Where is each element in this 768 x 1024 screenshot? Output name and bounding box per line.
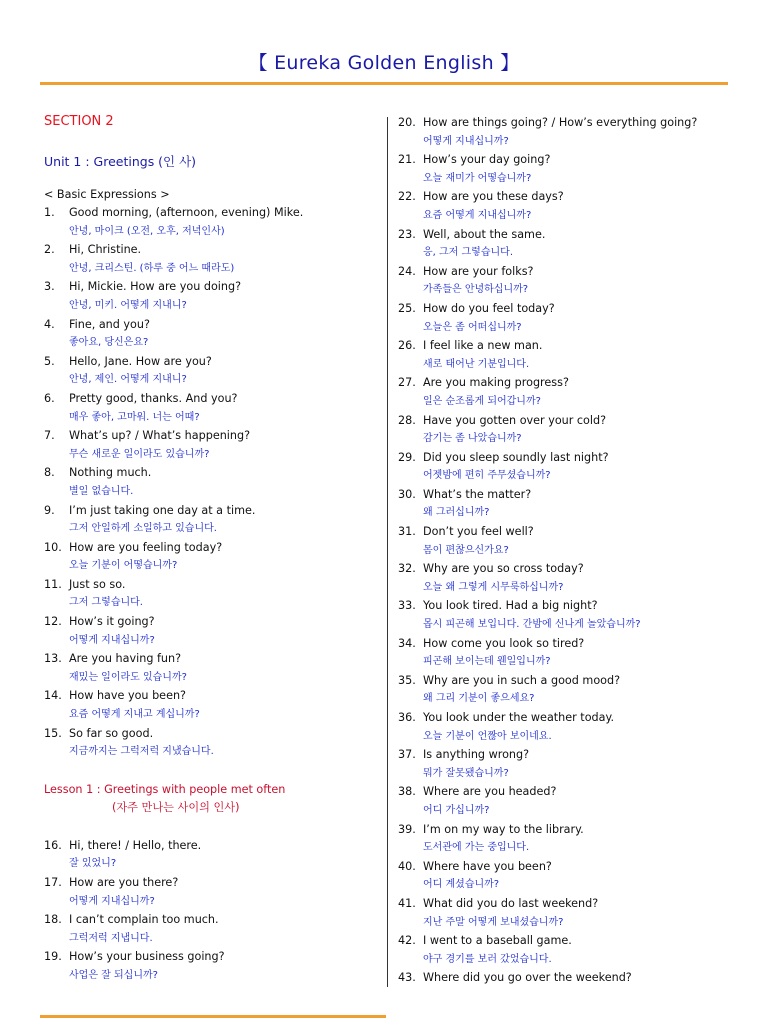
- english-phrase: [44, 948, 379, 967]
- english-phrase: [44, 353, 379, 372]
- column-divider: [387, 117, 388, 987]
- item-number: 5.: [44, 354, 55, 368]
- english-text: Just so so.: [69, 577, 126, 591]
- english-phrase: [398, 226, 748, 245]
- english-text: Hi, there! / Hello, there.: [69, 838, 202, 852]
- korean-translation: 몹시 피곤해 보입니다. 간밤에 신나게 놀았습니까?: [423, 619, 641, 631]
- english-text: How are you feeling today?: [69, 540, 223, 554]
- expression-item: [44, 948, 379, 985]
- expression-item: [44, 911, 379, 948]
- korean-translation: 왜 그러십니까?: [423, 507, 490, 519]
- english-phrase: [44, 502, 379, 521]
- expression-item: [398, 635, 748, 672]
- english-phrase: [398, 746, 748, 765]
- english-text: I went to a baseball game.: [423, 934, 572, 948]
- korean-translation: 잘 있었니?: [69, 858, 117, 870]
- lesson-expression-list: [44, 837, 379, 986]
- english-phrase: [44, 650, 379, 669]
- expression-item: [398, 523, 748, 560]
- item-number: 37.: [398, 748, 416, 762]
- expression-item: [398, 895, 748, 932]
- item-number: 13.: [44, 652, 62, 666]
- expression-item: [398, 672, 748, 709]
- korean-translation: 안녕, 마이크 (오전, 오후, 저녁인사): [69, 225, 225, 237]
- english-text: So far so good.: [69, 726, 154, 740]
- english-phrase: [398, 858, 748, 877]
- item-number: 16.: [44, 838, 62, 852]
- korean-translation: 그저 안일하게 소일하고 있습니다.: [69, 523, 217, 535]
- item-number: 8.: [44, 466, 55, 480]
- english-phrase: [44, 241, 379, 260]
- expression-item: [398, 151, 748, 188]
- english-text: How are you these days?: [423, 190, 564, 204]
- expression-item: [44, 241, 379, 278]
- expression-item: [44, 464, 379, 501]
- item-number: 6.: [44, 391, 55, 405]
- english-phrase: [44, 837, 379, 856]
- document-title: 【 Eureka Golden English 】: [248, 52, 520, 74]
- expression-item: [398, 783, 748, 820]
- expression-item: [44, 576, 379, 613]
- basic-expressions-heading: < Basic Expressions >: [44, 188, 170, 201]
- english-text: How are your folks?: [423, 264, 534, 278]
- right-column: [398, 114, 748, 988]
- english-phrase: [398, 672, 748, 691]
- english-phrase: [44, 576, 379, 595]
- english-text: Hi, Mickie. How are you doing?: [69, 280, 242, 294]
- english-phrase: [398, 263, 748, 282]
- item-number: 2.: [44, 243, 55, 257]
- item-number: 3.: [44, 280, 55, 294]
- english-text: Are you having fun?: [69, 652, 182, 666]
- english-text: Where did you go over the weekend?: [423, 971, 632, 985]
- english-phrase: [398, 486, 748, 505]
- english-phrase: [398, 635, 748, 654]
- english-phrase: [398, 597, 748, 616]
- english-text: I’m on my way to the library.: [423, 822, 584, 836]
- english-text: Don’t you feel well?: [423, 525, 534, 539]
- item-number: 43.: [398, 971, 416, 985]
- item-number: 12.: [44, 615, 62, 629]
- item-number: 9.: [44, 503, 55, 517]
- expression-item: [44, 204, 379, 241]
- korean-translation: 오늘 기분이 어떻습니까?: [69, 560, 178, 572]
- english-text: How have you been?: [69, 689, 186, 703]
- expression-item: [398, 412, 748, 449]
- korean-translation: 오늘 재미가 어떻습니까?: [423, 172, 532, 184]
- korean-translation: 어디 가십니까?: [423, 804, 490, 816]
- item-number: 23.: [398, 227, 416, 241]
- english-phrase: [398, 114, 748, 133]
- korean-translation: 어젯밤에 편히 주무셨습니까?: [423, 470, 551, 482]
- lesson-heading: Lesson 1 : Greetings with people met often: [44, 782, 286, 796]
- item-number: 21.: [398, 153, 416, 167]
- expression-item: [398, 114, 748, 151]
- expression-item: [398, 746, 748, 783]
- expression-item: [398, 300, 748, 337]
- korean-translation: 무슨 새로운 일이라도 있습니까?: [69, 448, 210, 460]
- expression-item: [44, 613, 379, 650]
- item-number: 4.: [44, 317, 55, 331]
- english-phrase: [398, 969, 748, 988]
- expression-item: [398, 821, 748, 858]
- expression-item: [398, 486, 748, 523]
- expression-item: [44, 353, 379, 390]
- item-number: 40.: [398, 859, 416, 873]
- expression-item: [44, 278, 379, 315]
- item-number: 39.: [398, 822, 416, 836]
- item-number: 32.: [398, 562, 416, 576]
- item-number: 19.: [44, 950, 62, 964]
- item-number: 25.: [398, 301, 416, 315]
- korean-translation: 어떻게 지내십니까?: [69, 895, 155, 907]
- korean-translation: 몸이 편찮으신가요?: [423, 544, 509, 556]
- expression-item: [398, 932, 748, 969]
- english-text: Why are you so cross today?: [423, 562, 584, 576]
- english-text: How are things going? / How’s everything going?: [423, 116, 698, 129]
- item-number: 18.: [44, 913, 62, 927]
- english-phrase: [44, 911, 379, 930]
- expression-item: [44, 725, 379, 762]
- english-text: I’m just taking one day at a time.: [69, 503, 256, 517]
- english-text: I feel like a new man.: [423, 339, 543, 353]
- item-number: 28.: [398, 413, 416, 427]
- korean-translation: 안녕, 미키. 어떻게 지내니?: [69, 299, 187, 311]
- unit-heading: Unit 1 : Greetings (인 사): [44, 154, 197, 169]
- korean-translation: 새로 태어난 기분입니다.: [423, 358, 530, 370]
- item-number: 24.: [398, 264, 416, 278]
- expression-item: [44, 874, 379, 911]
- item-number: 20.: [398, 116, 416, 129]
- english-text: Is anything wrong?: [423, 748, 530, 762]
- english-phrase: [398, 709, 748, 728]
- korean-translation: 도서관에 가는 중입니다.: [423, 842, 530, 854]
- expression-item: [44, 687, 379, 724]
- english-text: What’s the matter?: [423, 487, 532, 501]
- korean-translation: 가족들은 안녕하십니까?: [423, 284, 529, 296]
- item-number: 35.: [398, 673, 416, 687]
- korean-translation: 매우 좋아, 고마워. 너는 어때?: [69, 411, 200, 423]
- english-text: Have you gotten over your cold?: [423, 413, 607, 427]
- expression-item: [398, 337, 748, 374]
- english-text: Are you making progress?: [423, 376, 569, 390]
- korean-translation: 야구 경기를 보러 갔었습니다.: [423, 953, 552, 965]
- item-number: 10.: [44, 540, 62, 554]
- english-text: Where are you headed?: [423, 785, 557, 799]
- english-phrase: [44, 427, 379, 446]
- english-phrase: [398, 337, 748, 356]
- english-phrase: [44, 725, 379, 744]
- english-phrase: [44, 390, 379, 409]
- item-number: 36.: [398, 711, 416, 724]
- english-text: How do you feel today?: [423, 301, 555, 315]
- english-phrase: [398, 821, 748, 840]
- top-divider-line: [40, 82, 728, 85]
- english-text: Where have you been?: [423, 859, 552, 873]
- english-phrase: [44, 316, 379, 335]
- expression-item: [398, 969, 748, 988]
- korean-translation: 별일 없습니다.: [69, 485, 134, 497]
- item-number: 22.: [398, 190, 416, 204]
- english-text: Hello, Jane. How are you?: [69, 354, 212, 368]
- korean-translation: 오늘 왜 그렇게 시무룩하십니까?: [423, 581, 564, 593]
- english-text: You look tired. Had a big night?: [423, 599, 598, 613]
- item-number: 42.: [398, 934, 416, 948]
- korean-translation: 요즘 어떻게 지내고 계십니까?: [69, 709, 200, 721]
- item-number: 15.: [44, 726, 62, 740]
- expression-item: [398, 597, 748, 634]
- expression-item: [44, 316, 379, 353]
- english-phrase: [398, 412, 748, 431]
- korean-translation: 피곤해 보이는데 웬일입니까?: [423, 656, 551, 668]
- english-text: Well, about the same.: [423, 227, 546, 241]
- item-number: 30.: [398, 487, 416, 501]
- item-number: 34.: [398, 636, 416, 650]
- expression-item: [398, 188, 748, 225]
- korean-translation: 왜 그리 기분이 좋으세요?: [423, 693, 535, 705]
- expression-item: [44, 427, 379, 464]
- english-phrase: [44, 613, 379, 632]
- item-number: 31.: [398, 525, 416, 539]
- item-number: 17.: [44, 876, 62, 889]
- korean-translation: 지금까지는 그럭저럭 지냈습니다.: [69, 746, 214, 758]
- continued-expression-list: [398, 114, 748, 988]
- item-number: 41.: [398, 896, 416, 910]
- english-text: How are you there?: [69, 876, 179, 889]
- expression-item: [398, 374, 748, 411]
- english-phrase: [398, 560, 748, 579]
- english-phrase: [398, 151, 748, 170]
- korean-translation: 안녕, 제인. 어떻게 지내니?: [69, 374, 187, 386]
- item-number: 29.: [398, 450, 416, 464]
- item-number: 7.: [44, 429, 55, 443]
- english-text: What’s up? / What’s happening?: [69, 429, 251, 443]
- english-phrase: [44, 539, 379, 558]
- item-number: 33.: [398, 599, 416, 613]
- english-text: How’s your day going?: [423, 153, 551, 167]
- korean-translation: 오늘 기분이 언짢아 보이네요.: [423, 730, 552, 742]
- english-phrase: [44, 874, 379, 893]
- expression-item: [398, 226, 748, 263]
- korean-translation: 감기는 좀 나았습니까?: [423, 433, 522, 445]
- korean-translation: 그저 그렇습니다.: [69, 597, 143, 609]
- expression-item: [398, 263, 748, 300]
- english-phrase: [44, 278, 379, 297]
- korean-translation: 일은 순조롭게 되어갑니까?: [423, 395, 541, 407]
- korean-translation: 재밌는 일이라도 있습니까?: [69, 671, 187, 683]
- korean-translation: 안녕, 크리스틴. (하루 중 어느 때라도): [69, 262, 235, 274]
- english-phrase: [398, 783, 748, 802]
- english-text: Fine, and you?: [69, 317, 150, 331]
- korean-translation: 어떻게 지내십니까?: [69, 634, 155, 646]
- item-number: 38.: [398, 785, 416, 799]
- english-text: Nothing much.: [69, 466, 152, 480]
- english-text: Why are you in such a good mood?: [423, 673, 621, 687]
- english-phrase: [398, 932, 748, 951]
- english-text: How’s your business going?: [69, 950, 225, 964]
- item-number: 1.: [44, 206, 55, 219]
- korean-translation: 오늘은 좀 어떠십니까?: [423, 321, 522, 333]
- english-phrase: [398, 188, 748, 207]
- english-text: Pretty good, thanks. And you?: [69, 391, 238, 405]
- english-text: What did you do last weekend?: [423, 896, 599, 910]
- section-heading: SECTION 2: [44, 114, 114, 129]
- expression-item: [44, 650, 379, 687]
- korean-translation: 응, 그저 그렇습니다.: [423, 247, 513, 259]
- english-phrase: [398, 300, 748, 319]
- expression-item: [398, 449, 748, 486]
- item-number: 27.: [398, 376, 416, 390]
- english-text: Hi, Christine.: [69, 243, 142, 257]
- english-phrase: [44, 204, 379, 223]
- left-column: [44, 112, 379, 986]
- basic-expression-list: [44, 204, 379, 762]
- item-number: 14.: [44, 689, 62, 703]
- english-text: I can’t complain too much.: [69, 913, 219, 927]
- expression-item: [44, 539, 379, 576]
- expression-item: [44, 390, 379, 427]
- expression-item: [44, 502, 379, 539]
- expression-item: [398, 858, 748, 895]
- english-phrase: [398, 374, 748, 393]
- korean-translation: 뭐가 잘못됐습니까?: [423, 767, 509, 779]
- english-phrase: [44, 464, 379, 483]
- expression-item: [44, 837, 379, 874]
- korean-translation: 좋아요, 당신은요?: [69, 337, 149, 349]
- korean-translation: 지난 주말 어떻게 보내셨습니까?: [423, 916, 564, 928]
- english-text: How come you look so tired?: [423, 636, 585, 650]
- korean-translation: 어디 계셨습니까?: [423, 879, 500, 891]
- english-phrase: [398, 523, 748, 542]
- item-number: 26.: [398, 339, 416, 353]
- expression-item: [398, 560, 748, 597]
- expression-item: [398, 709, 748, 746]
- english-phrase: [398, 449, 748, 468]
- english-text: Did you sleep soundly last night?: [423, 450, 609, 464]
- korean-translation: 어떻게 지내십니까?: [423, 135, 509, 147]
- lesson-spacer: [44, 817, 379, 837]
- english-phrase: [398, 895, 748, 914]
- bottom-divider-line: [40, 1015, 386, 1018]
- korean-translation: 요즘 어떻게 지내십니까?: [423, 209, 532, 221]
- lesson-heading-korean: (자주 만나는 사이의 인사): [112, 800, 240, 814]
- korean-translation: 그럭저럭 지냅니다.: [69, 932, 153, 944]
- english-text: Good morning, (afternoon, evening) Mike.: [69, 206, 304, 219]
- english-text: You look under the weather today.: [423, 711, 615, 724]
- english-text: How’s it going?: [69, 615, 155, 629]
- english-phrase: [44, 687, 379, 706]
- item-number: 11.: [44, 577, 62, 591]
- korean-translation: 사업은 잘 되십니까?: [69, 969, 158, 981]
